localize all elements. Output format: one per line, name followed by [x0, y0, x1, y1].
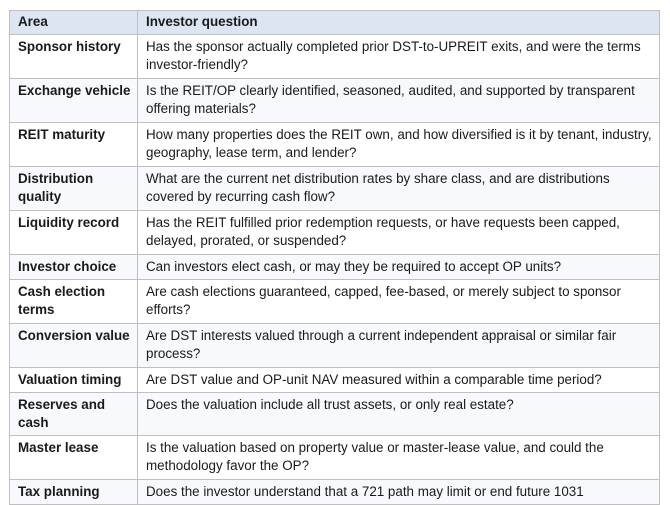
question-cell: Can investors elect cash, or may they be required to accept OP units? — [138, 255, 660, 280]
question-cell: Is the valuation based on property value or master-lease value, and could the methodology favor the OP? — [138, 436, 660, 480]
table-body — [10, 35, 660, 505]
investor-question-table — [9, 10, 660, 505]
header-row — [10, 11, 660, 35]
question-cell: Has the sponsor actually completed prior DST-to-UPREIT exits, and were the terms investor-friendly? — [138, 35, 660, 79]
header-area: Area — [10, 11, 138, 35]
area-cell: Master lease — [10, 436, 138, 480]
question-cell: Does the valuation include all trust assets, or only real estate? — [138, 393, 660, 436]
table-row — [10, 280, 660, 324]
question-cell: Is the REIT/OP clearly identified, seasoned, audited, and supported by transparent offering materials? — [138, 79, 660, 123]
table-row — [10, 436, 660, 480]
question-cell: How many properties does the REIT own, and how diversified is it by tenant, industry, geography, lease term, and lender? — [138, 123, 660, 167]
table-row — [10, 35, 660, 79]
table-row — [10, 393, 660, 436]
area-cell: Conversion value — [10, 324, 138, 368]
table-header — [10, 11, 660, 35]
header-investor-question: Investor question — [138, 11, 660, 35]
table-row — [10, 255, 660, 280]
area-cell: Reserves and cash — [10, 393, 138, 436]
question-cell: Does the investor understand that a 721 path may limit or end future 1031 — [138, 480, 660, 505]
question-cell: Are DST interests valued through a current independent appraisal or similar fair process? — [138, 324, 660, 368]
area-cell: Distribution quality — [10, 167, 138, 211]
investor-question-table-container — [9, 10, 659, 505]
area-cell: Investor choice — [10, 255, 138, 280]
question-cell: What are the current net distribution rates by share class, and are distributions covered by recurring cash flow? — [138, 167, 660, 211]
area-cell: Exchange vehicle — [10, 79, 138, 123]
area-cell: Tax planning — [10, 480, 138, 505]
area-cell: Cash election terms — [10, 280, 138, 324]
area-cell: Liquidity record — [10, 211, 138, 255]
table-row — [10, 324, 660, 368]
area-cell: REIT maturity — [10, 123, 138, 167]
table-row — [10, 368, 660, 393]
table-row — [10, 167, 660, 211]
question-cell: Has the REIT fulfilled prior redemption requests, or have requests been capped, delayed, prorated, or suspended? — [138, 211, 660, 255]
area-cell: Sponsor history — [10, 35, 138, 79]
table-row — [10, 480, 660, 505]
table-row — [10, 211, 660, 255]
table-row — [10, 123, 660, 167]
area-cell: Valuation timing — [10, 368, 138, 393]
question-cell: Are cash elections guaranteed, capped, fee-based, or merely subject to sponsor efforts? — [138, 280, 660, 324]
table-row — [10, 79, 660, 123]
question-cell: Are DST value and OP-unit NAV measured within a comparable time period? — [138, 368, 660, 393]
